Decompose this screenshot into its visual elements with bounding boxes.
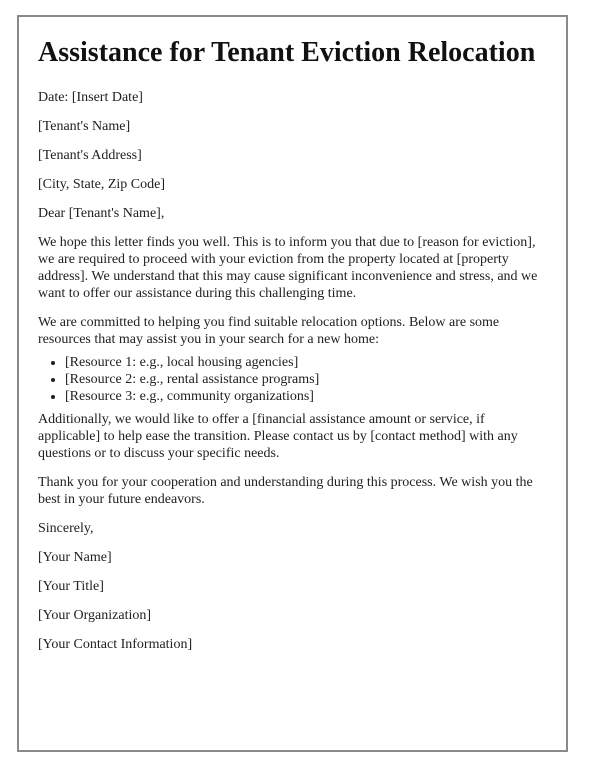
paragraph-assistance: Additionally, we would like to offer a [financial assistance amount or service, if applicable] to help ease the transition. Please contact us by [contact method] with any questions or to discuss your specific needs. bbox=[38, 412, 518, 461]
recipient-address: [Tenant's Address] bbox=[38, 148, 142, 163]
paragraph-resources-intro: We are committed to helping you find suitable relocation options. Below are some resources that may assist you in your search for a new home: bbox=[38, 315, 500, 347]
resource-list bbox=[38, 354, 545, 405]
signature-name: [Your Name] bbox=[38, 550, 112, 565]
recipient-city-state-zip: [City, State, Zip Code] bbox=[38, 177, 166, 192]
salutation: Dear [Tenant's Name], bbox=[38, 206, 165, 221]
sign-off: Sincerely, bbox=[38, 521, 94, 536]
signature-title: [Your Title] bbox=[38, 579, 104, 594]
letter-title: Assistance for Tenant Eviction Relocation bbox=[38, 37, 536, 68]
paragraph-intro: We hope this letter finds you well. This is to inform you that due to [reason for eviction], we are required to proceed with your eviction from the property located at [property address]. We understand that this may cause significant inconvenience and stress, and we want to offer our assistance during this challenging time. bbox=[38, 235, 538, 301]
resource-item: • [Resource 1: e.g., local housing agencies] bbox=[65, 354, 545, 371]
signature-contact: [Your Contact Information] bbox=[38, 637, 193, 652]
date-line: Date: [Insert Date] bbox=[38, 90, 143, 105]
recipient-name: [Tenant's Name] bbox=[38, 119, 131, 134]
resource-item: • [Resource 2: e.g., rental assistance programs] bbox=[65, 371, 545, 388]
signature-organization: [Your Organization] bbox=[38, 608, 152, 623]
letter-page bbox=[17, 15, 568, 752]
paragraph-thanks: Thank you for your cooperation and understanding during this process. We wish you the best in your future endeavors. bbox=[38, 475, 533, 507]
resource-item: • [Resource 3: e.g., community organizations] bbox=[65, 388, 545, 405]
